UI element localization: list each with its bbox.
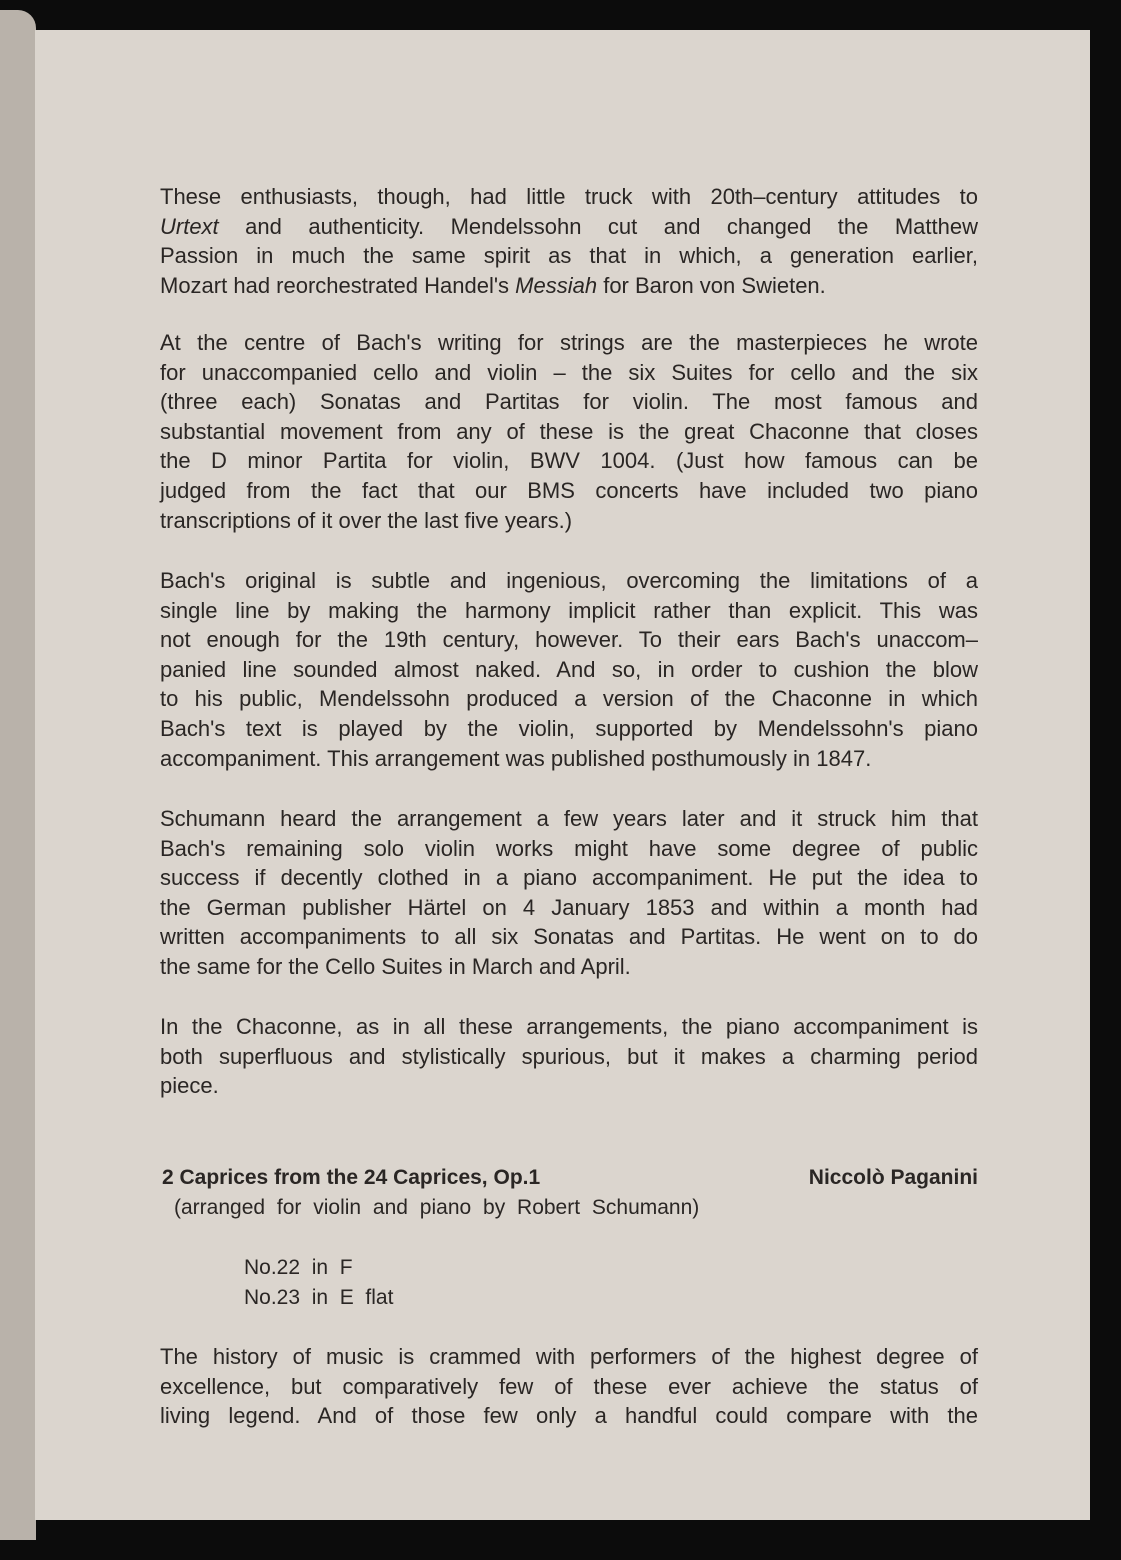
- program-title: 2 Caprices from the 24 Caprices, Op.1: [162, 1166, 541, 1189]
- text-line: judged from the fact that our BMS concerts have included two piano: [160, 477, 978, 503]
- text-line: both superfluous and stylistically spurious, but it makes a charming period: [160, 1043, 978, 1069]
- text-line: Schumann heard the arrangement a few years later and it struck him that: [160, 806, 978, 831]
- text-line: the same for the Cello Suites in March and April.: [160, 953, 631, 979]
- text-line: Bach's original is subtle and ingenious, overcoming the limitations of a: [160, 568, 978, 593]
- text-line: success if decently clothed in a piano accompaniment. He put the idea to: [160, 865, 978, 891]
- text-line: (three each) Sonatas and Partitas for violin. The most famous and: [160, 389, 978, 415]
- text-line: Bach's text is played by the violin, supported by Mendelssohn's piano: [160, 715, 978, 741]
- text-line: to his public, Mendelssohn produced a version of the Chaconne in which: [160, 686, 978, 712]
- paragraph-5: [160, 1012, 978, 1101]
- paragraph-3: [160, 566, 978, 773]
- text-line: Bach's remaining solo violin works might have some degree of public: [160, 835, 978, 861]
- program-arranger: (arranged for violin and piano by Robert Schumann): [174, 1196, 700, 1219]
- text-line: At the centre of Bach's writing for strings are the masterpieces he wrote: [160, 330, 978, 355]
- document-page: [35, 30, 1090, 1520]
- text-line: substantial movement from any of these is the great Chaconne that closes: [160, 418, 978, 444]
- text-line: for unaccompanied cello and violin – the six Suites for cello and the six: [160, 359, 978, 385]
- paragraph-4: [160, 804, 978, 982]
- text-line: Urtext and authenticity. Mendelssohn cut and changed the Matthew: [160, 213, 978, 239]
- text-line: accompaniment. This arrangement was published posthumously in 1847.: [160, 745, 872, 771]
- text-line: excellence, but comparatively few of these ever achieve the status of: [160, 1373, 978, 1399]
- text-line: written accompaniments to all six Sonatas and Partitas. He went on to do: [160, 924, 978, 950]
- text-line: Mozart had reorchestrated Handel's Messiah for Baron von Swieten.: [160, 272, 826, 298]
- text-line: the German publisher Härtel on 4 January 1853 and within a month had: [160, 894, 978, 920]
- paragraph-2: [160, 328, 978, 535]
- text-line: piece.: [160, 1073, 219, 1099]
- text-line: panied line sounded almost naked. And so, in order to cushion the blow: [160, 656, 978, 682]
- text-line: Passion in much the same spirit as that in which, a generation earlier,: [160, 243, 978, 269]
- program-item: No.22 in F: [244, 1256, 353, 1279]
- text-line: not enough for the 19th century, however. To their ears Bach's unaccom–: [160, 627, 978, 653]
- program-composer: Niccolò Paganini: [808, 1166, 978, 1189]
- program-item: No.23 in E flat: [244, 1286, 394, 1309]
- text-line: living legend. And of those few only a handful could compare with the: [160, 1403, 978, 1429]
- text-line: In the Chaconne, as in all these arrangements, the piano accompaniment is: [160, 1014, 978, 1039]
- final-paragraph: [160, 1342, 978, 1431]
- text-line: transcriptions of it over the last five years.): [160, 507, 573, 533]
- previous-page-edge: [0, 10, 36, 1540]
- text-line: The history of music is crammed with performers of the highest degree of: [160, 1344, 978, 1369]
- paragraph-1: [160, 182, 978, 300]
- text-line: single line by making the harmony implicit rather than explicit. This was: [160, 597, 978, 623]
- text-line: These enthusiasts, though, had little truck with 20th–century attitudes to: [160, 184, 978, 209]
- text-line: the D minor Partita for violin, BWV 1004. (Just how famous can be: [160, 448, 978, 474]
